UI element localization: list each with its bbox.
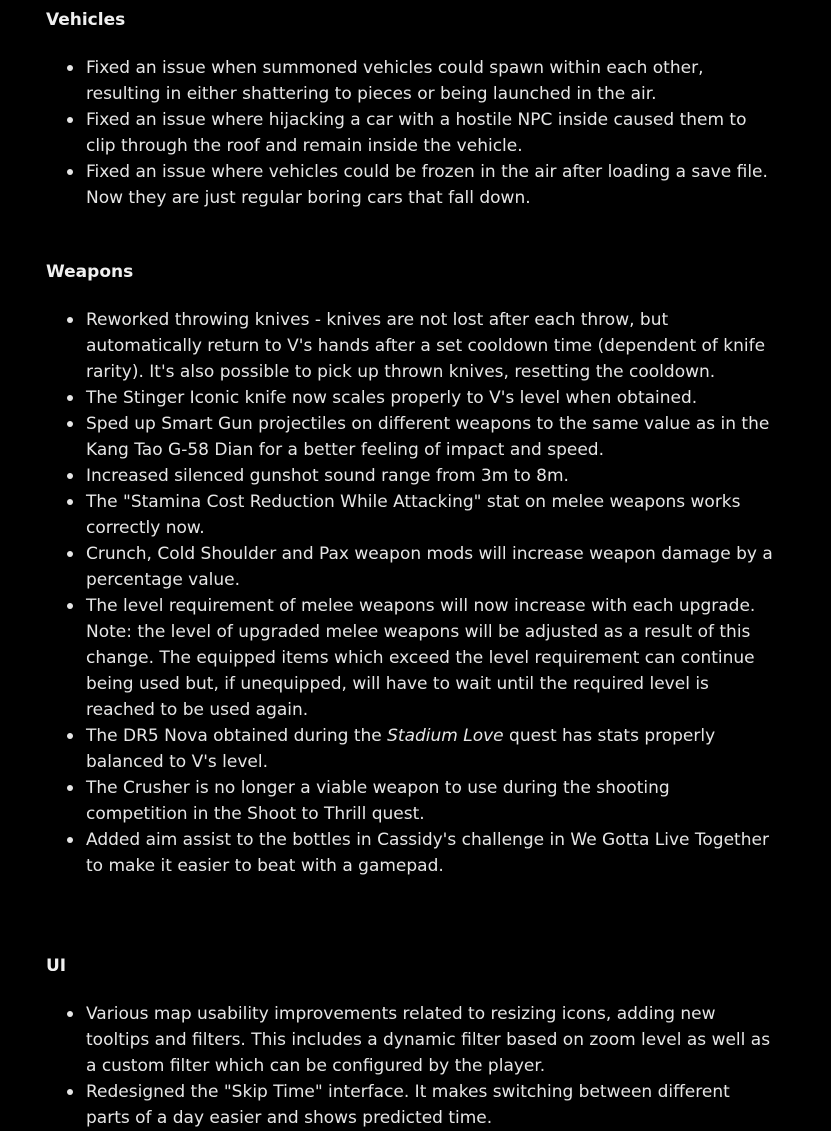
list-item-text: Fixed an issue where vehicles could be frozen in the air after loading a save file. Now they are just regular boring cars that fall down. (86, 162, 768, 208)
bullet-icon (67, 421, 73, 427)
section-heading-vehicles: Vehicles (46, 10, 126, 30)
list-item-text: Various map usability improvements related to resizing icons, adding new tooltips and filters. This includes a dynamic filter based on zoom level as well as a custom filter which can be configured by the player. (86, 1004, 771, 1076)
list-item-text: Redesigned the "Skip Time" interface. It makes switching between different parts of a day easier and shows predicted time. (86, 1082, 730, 1128)
list-item (86, 723, 776, 775)
list-item-text: The level requirement of melee weapons will now increase with each upgrade. Note: the level of upgraded melee weapons will be adjusted as a result of this change. The equipped items which exceed the level requirement can continue being used but, if unequipped, will have to wait until the required level is reached to be used again. (86, 596, 756, 720)
list-item (86, 489, 776, 541)
section-heading-ui: UI (46, 956, 67, 976)
list-item-text: The Stinger Iconic knife now scales properly to V's level when obtained. (86, 388, 698, 408)
list-item-text: Added aim assist to the bottles in Cassidy's challenge in We Gotta Live Together to make it easier to beat with a gamepad. (86, 830, 769, 876)
list-item-text: The "Stamina Cost Reduction While Attacking" stat on melee weapons works correctly now. (86, 492, 741, 538)
list-item-text: Increased silenced gunshot sound range from 3m to 8m. (86, 466, 569, 486)
bullet-icon (67, 499, 73, 505)
vehicles-list (86, 55, 776, 211)
list-item-text-before: The DR5 Nova obtained during the (86, 726, 388, 746)
list-item-text: The Crusher is no longer a viable weapon to use during the shooting competition in the Shoot to Thrill quest. (86, 778, 670, 824)
list-item (86, 541, 776, 593)
bullet-icon (67, 1089, 73, 1095)
list-item-text-after: quest has stats properly balanced to V's level. (86, 726, 716, 772)
list-item (86, 1001, 776, 1079)
quest-name: Stadium Love (387, 726, 504, 746)
list-item (86, 1079, 776, 1131)
bullet-icon (67, 733, 73, 739)
bullet-icon (67, 1011, 73, 1017)
bullet-icon (67, 169, 73, 175)
list-item (86, 159, 776, 211)
bullet-icon (67, 603, 73, 609)
list-item-text: Crunch, Cold Shoulder and Pax weapon mods will increase weapon damage by a percentage value. (86, 544, 773, 590)
list-item (86, 55, 776, 107)
list-item (86, 107, 776, 159)
list-item-text: Fixed an issue when summoned vehicles could spawn within each other, resulting in either shattering to pieces or being launched in the air. (86, 58, 704, 104)
list-item (86, 307, 776, 385)
bullet-icon (67, 65, 73, 71)
list-item (86, 775, 776, 827)
list-item-text: Reworked throwing knives - knives are not lost after each throw, but automatically return to V's hands after a set cooldown time (dependent of knife rarity). It's also possible to pick up thrown knives, resetting the cooldown. (86, 310, 766, 382)
bullet-icon (67, 117, 73, 123)
bullet-icon (67, 395, 73, 401)
bullet-icon (67, 551, 73, 557)
bullet-icon (67, 785, 73, 791)
list-item (86, 411, 776, 463)
list-item (86, 827, 776, 879)
weapons-list (86, 307, 776, 879)
bullet-icon (67, 317, 73, 323)
bullet-icon (67, 837, 73, 843)
list-item (86, 593, 776, 723)
list-item-text: Fixed an issue where hijacking a car with a hostile NPC inside caused them to clip through the roof and remain inside the vehicle. (86, 110, 747, 156)
list-item (86, 385, 776, 411)
list-item (86, 463, 776, 489)
section-heading-weapons: Weapons (46, 262, 134, 282)
ui-list (86, 1001, 776, 1131)
list-item-text: Sped up Smart Gun projectiles on different weapons to the same value as in the Kang Tao G-58 Dian for a better feeling of impact and speed. (86, 414, 770, 460)
bullet-icon (67, 473, 73, 479)
